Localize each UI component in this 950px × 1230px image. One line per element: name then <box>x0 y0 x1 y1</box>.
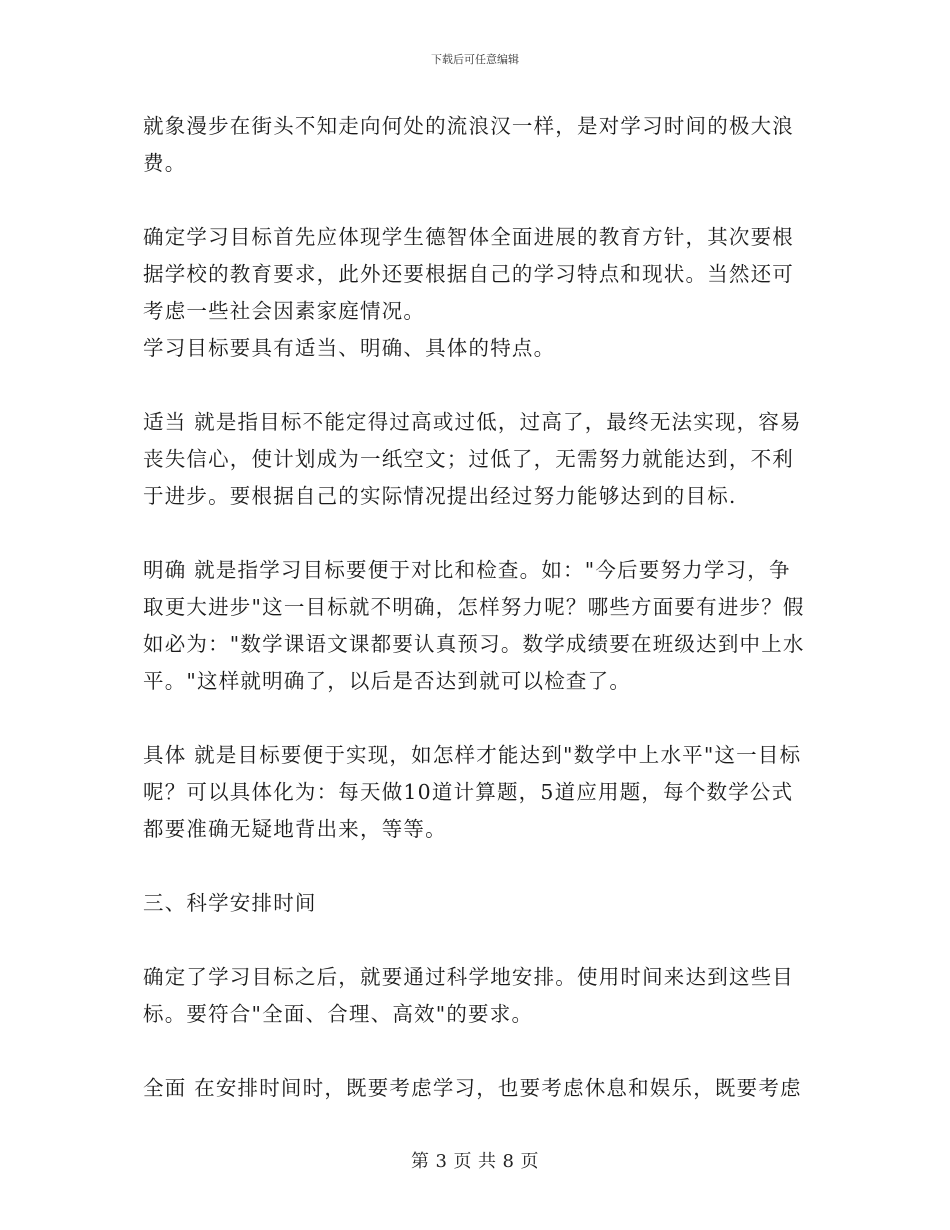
paragraph-2: 确定学习目标首先应体现学生德智体全面进展的教育方针，其次要根据学校的教育要求，此外还要根据自己的学习特点和现状。当然还可考虑一些社会因素家庭情况。 <box>143 225 794 323</box>
paragraph-4: 适当 就是指目标不能定得过高或过低，过高了，最终无法实现，容易丧失信心，使计划成为一纸空文；过低了，无需努力就能达到，不利于进步。要根据自己的实际情况提出经过努力能够达到的目标. <box>143 410 802 508</box>
paragraph-8: 全面 在安排时间时，既要考虑学习，也要考虑休息和娱乐，既要考虑 <box>143 1076 802 1100</box>
paragraph-3: 学习目标要具有适当、明确、具体的特点。 <box>143 336 556 360</box>
page-header: 下载后可任意编辑 <box>431 53 519 66</box>
paragraph-5: 明确 就是指学习目标要便于对比和检查。如："今后要努力学习，争取更大进步"这一目标就不明确，怎样努力呢？哪些方面要有进步？假如必为："数学课语文课都要认真预习。数学成绩要在班级达到中上水平。"这样就明确了，以后是否达到就可以检查了。 <box>143 558 805 693</box>
paragraph-1: 就象漫步在街头不知走向何处的流浪汉一样，是对学习时间的极大浪费。 <box>143 114 794 175</box>
footer-prefix: 第 <box>411 1151 430 1172</box>
footer-total-pages: 8 <box>502 1151 515 1172</box>
section-heading: 三、科学安排时间 <box>143 891 317 915</box>
document-body <box>143 108 807 1107</box>
footer-suffix: 页 <box>520 1151 539 1172</box>
footer-total-label: 共 <box>478 1151 497 1172</box>
footer-page-label: 页 <box>453 1151 472 1172</box>
paragraph-6: 具体 就是目标要便于实现，如怎样才能达到"数学中上水平"这一目标呢？可以具体化为：每天做10道计算题，5道应用题，每个数学公式都要准确无疑地背出来，等等。 <box>143 743 802 841</box>
page-footer <box>0 1150 950 1174</box>
paragraph-7: 确定了学习目标之后，就要通过科学地安排。使用时间来达到这些目标。要符合"全面、合理、高效"的要求。 <box>143 965 794 1026</box>
footer-page-number: 3 <box>435 1151 448 1172</box>
